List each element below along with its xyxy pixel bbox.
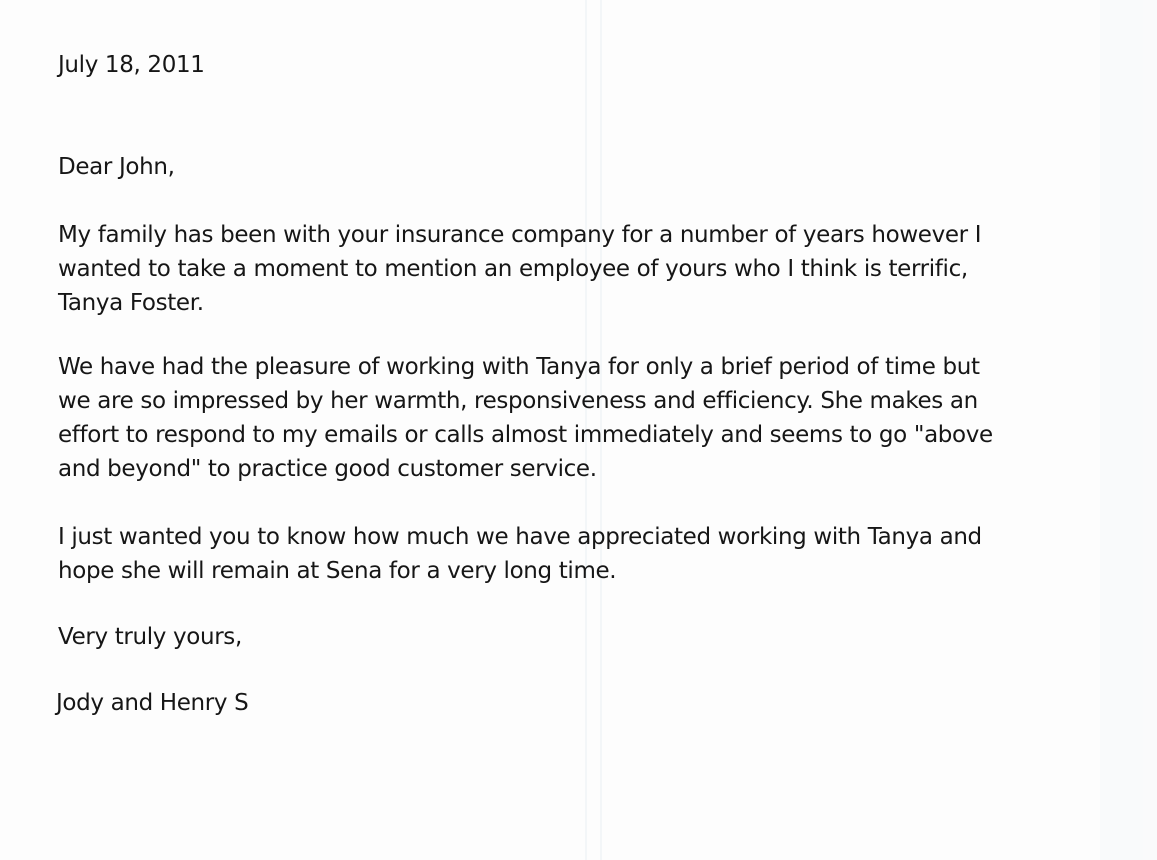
paragraph-1-line-1: My family has been with your insurance company for a number of years however I	[58, 222, 982, 248]
redaction-block	[272, 684, 432, 720]
paragraph-2-line-4: and beyond" to practice good customer service.	[58, 456, 597, 482]
paragraph-3-line-1: I just wanted you to know how much we have appreciated working with Tanya and	[58, 524, 982, 550]
letter-signature: Jody and Henry S	[56, 690, 249, 716]
paragraph-3-line-2: hope she will remain at Sena for a very long time.	[58, 558, 617, 584]
paragraph-2-line-3: effort to respond to my emails or calls almost immediately and seems to go "above	[58, 422, 993, 448]
letter-date: July 18, 2011	[58, 52, 205, 78]
letter-closing: Very truly yours,	[58, 624, 242, 650]
letter-salutation: Dear John,	[58, 154, 175, 180]
scan-artifact	[1100, 0, 1157, 860]
paragraph-2-line-2: we are so impressed by her warmth, responsiveness and efficiency. She makes an	[58, 388, 978, 414]
paragraph-2-line-1: We have had the pleasure of working with Tanya for only a brief period of time but	[58, 354, 980, 380]
paragraph-1-line-3: Tanya Foster.	[58, 290, 204, 316]
paragraph-1-line-2: wanted to take a moment to mention an employee of yours who I think is terrific,	[58, 256, 968, 282]
